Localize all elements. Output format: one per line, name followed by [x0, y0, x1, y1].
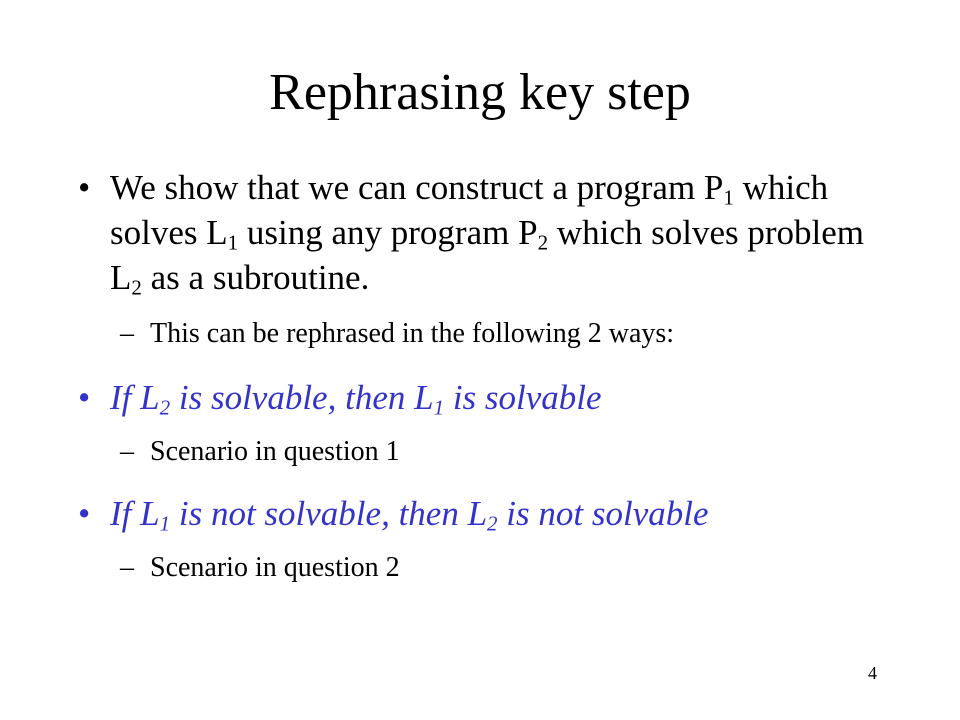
bullet-if-l2-solvable — [78, 375, 878, 420]
bullet-marker: • — [78, 168, 91, 207]
slide-title: Rephrasing key step — [269, 64, 691, 121]
page-number: 4 — [868, 663, 877, 683]
bullet-text: We show that we can construct a program $P_1$ which solves $L_1$ using any program $P_2$ which solves problem $L_2$ as a subroutine. — [110, 168, 864, 300]
dash-marker: – — [120, 436, 134, 467]
bullet-text: If $L_1$ is not solvable, then $L_2$ is not solvable — [110, 494, 709, 536]
sub-bullet-text: Scenario in question 1 — [150, 436, 400, 467]
bullet-construct-program — [78, 165, 878, 300]
bullet-if-l1-not-solvable — [78, 491, 878, 536]
sub-bullet-question-1 — [120, 434, 880, 470]
sub-bullet-question-2 — [120, 550, 880, 586]
bullet-marker: • — [78, 378, 91, 417]
bullet-text: If $L_2$ is solvable, then $L_1$ is solvable — [110, 378, 602, 420]
sub-bullet-text: This can be rephrased in the following 2 ways: — [150, 318, 675, 349]
dash-marker: – — [120, 318, 134, 349]
sub-bullet-text: Scenario in question 2 — [150, 552, 400, 583]
dash-marker: – — [120, 552, 134, 583]
sub-bullet-rephrased — [120, 316, 880, 352]
bullet-marker: • — [78, 494, 91, 533]
